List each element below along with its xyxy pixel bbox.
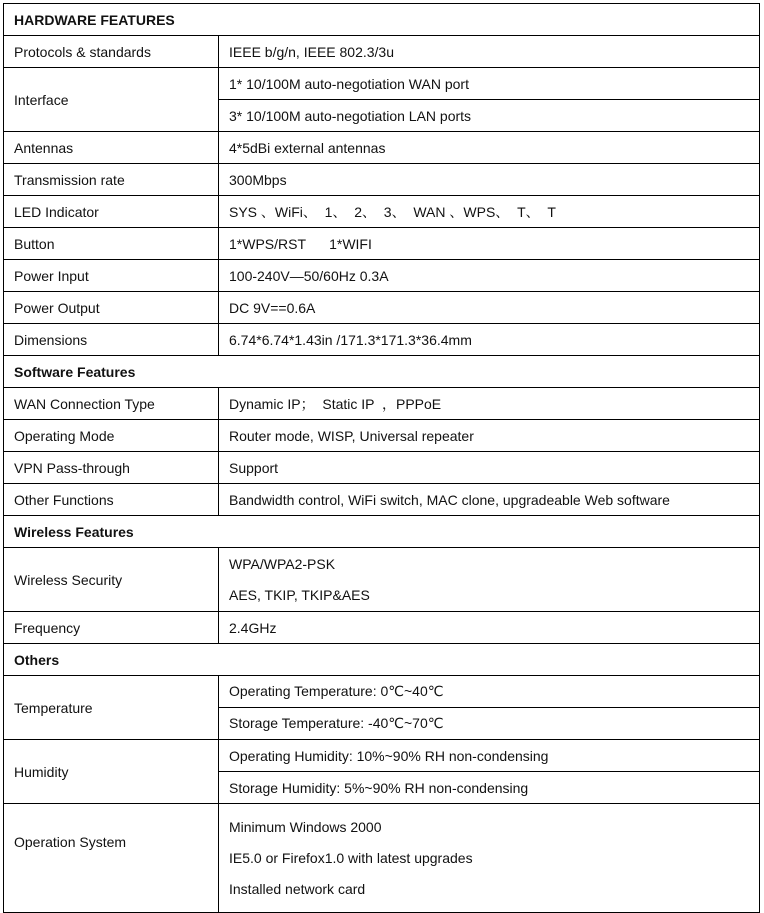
- row-value: SYS 、WiFi、 1、 2、 3、 WAN 、WPS、 T、 T: [219, 196, 760, 228]
- table-row: [4, 740, 760, 772]
- row-label: Power Input: [4, 260, 219, 292]
- table-row: [4, 324, 760, 356]
- row-label: Temperature: [4, 676, 219, 740]
- row-label: Frequency: [4, 612, 219, 644]
- row-value: 1*WPS/RST 1*WIFI: [219, 228, 760, 260]
- row-value: Operating Humidity: 10%~90% RH non-condensing: [219, 740, 760, 772]
- row-value: Router mode, WISP, Universal repeater: [219, 420, 760, 452]
- table-row: [4, 420, 760, 452]
- row-value: Dynamic IP； Static IP ，PPPoE: [219, 388, 760, 420]
- table-row: [4, 36, 760, 68]
- row-label: Operation System: [4, 804, 219, 913]
- table-row: [4, 452, 760, 484]
- table-row: [4, 260, 760, 292]
- table-row: [4, 132, 760, 164]
- row-value-stack: [219, 548, 760, 612]
- table-row: [4, 68, 760, 100]
- row-label: Interface: [4, 68, 219, 132]
- table-row: [4, 292, 760, 324]
- table-row: [4, 804, 760, 913]
- row-label: Operating Mode: [4, 420, 219, 452]
- section-title-hardware: HARDWARE FEATURES: [4, 4, 760, 36]
- table-row: [4, 164, 760, 196]
- row-label: Protocols & standards: [4, 36, 219, 68]
- table-row: [4, 612, 760, 644]
- row-value: 2.4GHz: [219, 612, 760, 644]
- row-value-line: Minimum Windows 2000: [229, 818, 382, 835]
- row-label: Button: [4, 228, 219, 260]
- section-title-software: Software Features: [4, 356, 760, 388]
- row-value: 6.74*6.74*1.43in /171.3*171.3*36.4mm: [219, 324, 760, 356]
- section-row-wireless: [4, 516, 760, 548]
- row-value-line: WPA/WPA2-PSK: [229, 555, 336, 572]
- table-row: [4, 196, 760, 228]
- row-label: LED Indicator: [4, 196, 219, 228]
- table-row: [4, 676, 760, 708]
- section-title-wireless: Wireless Features: [4, 516, 760, 548]
- row-label: VPN Pass-through: [4, 452, 219, 484]
- section-title-others: Others: [4, 644, 760, 676]
- table-row: [4, 548, 760, 612]
- row-value: 1* 10/100M auto-negotiation WAN port: [219, 68, 760, 100]
- row-value: 300Mbps: [219, 164, 760, 196]
- row-value: Operating Temperature: 0℃~40℃: [219, 676, 760, 708]
- row-value: 3* 10/100M auto-negotiation LAN ports: [219, 100, 760, 132]
- row-label: Antennas: [4, 132, 219, 164]
- row-label: Power Output: [4, 292, 219, 324]
- row-label: Dimensions: [4, 324, 219, 356]
- row-value: 100-240V—50/60Hz 0.3A: [219, 260, 760, 292]
- row-value-stack: [219, 804, 760, 913]
- row-value: Support: [219, 452, 760, 484]
- row-value: Storage Humidity: 5%~90% RH non-condensing: [219, 772, 760, 804]
- section-row-hardware: [4, 4, 760, 36]
- row-value: 4*5dBi external antennas: [219, 132, 760, 164]
- row-value-line: AES, TKIP, TKIP&AES: [229, 586, 370, 603]
- table-row: [4, 484, 760, 516]
- row-value: DC 9V==0.6A: [219, 292, 760, 324]
- row-value: Storage Temperature: -40℃~70℃: [219, 708, 760, 740]
- section-row-software: [4, 356, 760, 388]
- spec-table: [3, 3, 760, 913]
- table-row: [4, 228, 760, 260]
- row-value: IEEE b/g/n, IEEE 802.3/3u: [219, 36, 760, 68]
- row-label: WAN Connection Type: [4, 388, 219, 420]
- section-row-others: [4, 644, 760, 676]
- row-label: Other Functions: [4, 484, 219, 516]
- row-value: Bandwidth control, WiFi switch, MAC clone, upgradeable Web software: [219, 484, 760, 516]
- row-label: Humidity: [4, 740, 219, 804]
- row-value-line: IE5.0 or Firefox1.0 with latest upgrades: [229, 849, 473, 866]
- row-value-line: Installed network card: [229, 880, 366, 897]
- table-row: [4, 388, 760, 420]
- row-label: Wireless Security: [4, 548, 219, 612]
- row-label: Transmission rate: [4, 164, 219, 196]
